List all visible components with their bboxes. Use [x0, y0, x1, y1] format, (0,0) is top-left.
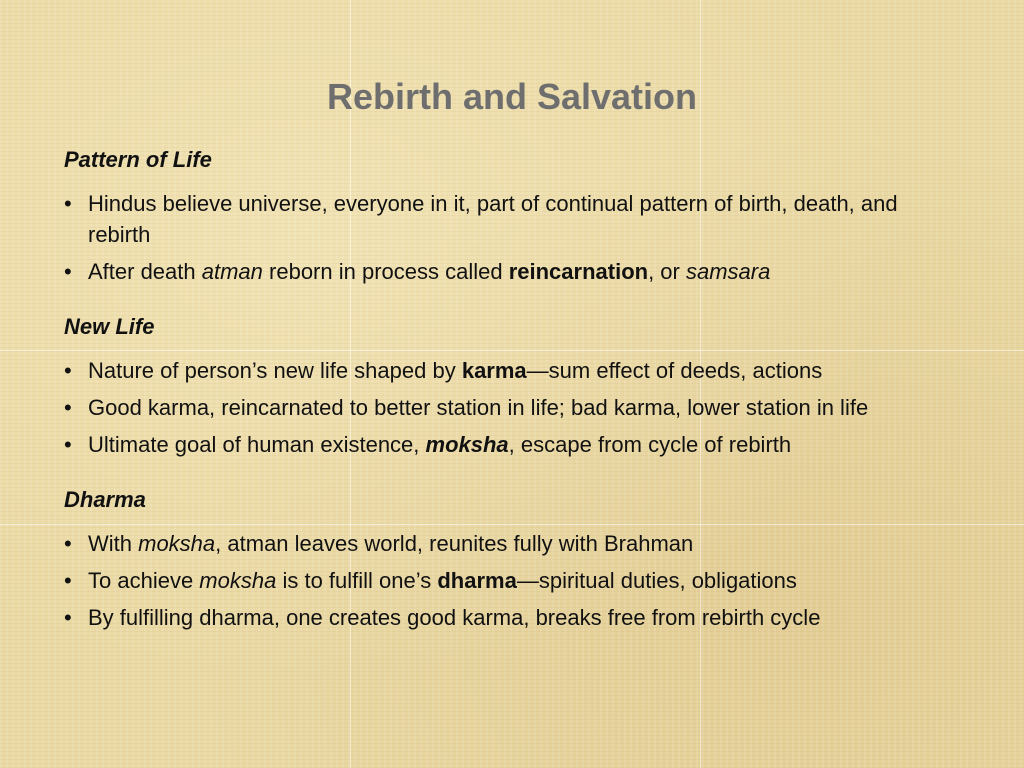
bullet-text: reborn in process called: [262, 259, 509, 284]
bullet-item: [64, 355, 964, 386]
section-heading: Dharma: [64, 487, 146, 512]
italic-term: atman: [201, 259, 263, 284]
bullet-item: [64, 188, 964, 250]
bullet-text: By fulfilling dharma, one creates good karma, breaks free from rebirth cycle: [88, 605, 821, 630]
italic-term: moksha: [199, 568, 277, 593]
slide-title: Rebirth and Salvation: [326, 76, 698, 117]
section-dharma: [64, 486, 964, 633]
bullet-text: Nature of person’s new life shaped by: [88, 358, 462, 383]
bullet-list: [64, 355, 964, 460]
bullet-list: [64, 528, 964, 633]
bold-italic-term: moksha: [425, 432, 509, 457]
section-heading: Pattern of Life: [64, 147, 212, 172]
bullet-text: —spiritual duties, obligations: [516, 568, 797, 593]
italic-term: moksha: [138, 531, 216, 556]
bullet-text: With: [88, 531, 139, 556]
section-pattern-of-life: [64, 146, 964, 287]
bullet-text: , atman leaves world, reunites fully with Brahman: [215, 531, 694, 556]
bullet-item: [64, 565, 964, 596]
bullet-text: , escape from cycle of rebirth: [508, 432, 792, 457]
bullet-list: [64, 188, 964, 287]
bullet-text: is to fulfill one’s: [276, 568, 438, 593]
bold-term: dharma: [437, 568, 517, 593]
bullet-text: —sum effect of deeds, actions: [526, 358, 823, 383]
bullet-text: After death: [88, 259, 202, 284]
italic-term: samsara: [685, 259, 771, 284]
bullet-text: Good karma, reincarnated to better station in life; bad karma, lower station in life: [88, 395, 869, 420]
bullet-text: Ultimate goal of human existence,: [88, 432, 426, 457]
bullet-item: [64, 256, 964, 287]
bullet-item: [64, 602, 964, 633]
bullet-text: To achieve: [88, 568, 200, 593]
bullet-item: [64, 429, 964, 460]
bullet-text: , or: [648, 259, 686, 284]
bold-term: karma: [461, 358, 527, 383]
bold-term: reincarnation: [508, 259, 649, 284]
section-heading: New Life: [64, 314, 155, 339]
bullet-item: [64, 528, 964, 559]
bullet-text: Hindus believe universe, everyone in it, part of continual pattern of birth, death, and rebirth: [88, 191, 898, 247]
slide-content: [64, 146, 964, 659]
section-new-life: [64, 313, 964, 460]
bullet-item: [64, 392, 964, 423]
